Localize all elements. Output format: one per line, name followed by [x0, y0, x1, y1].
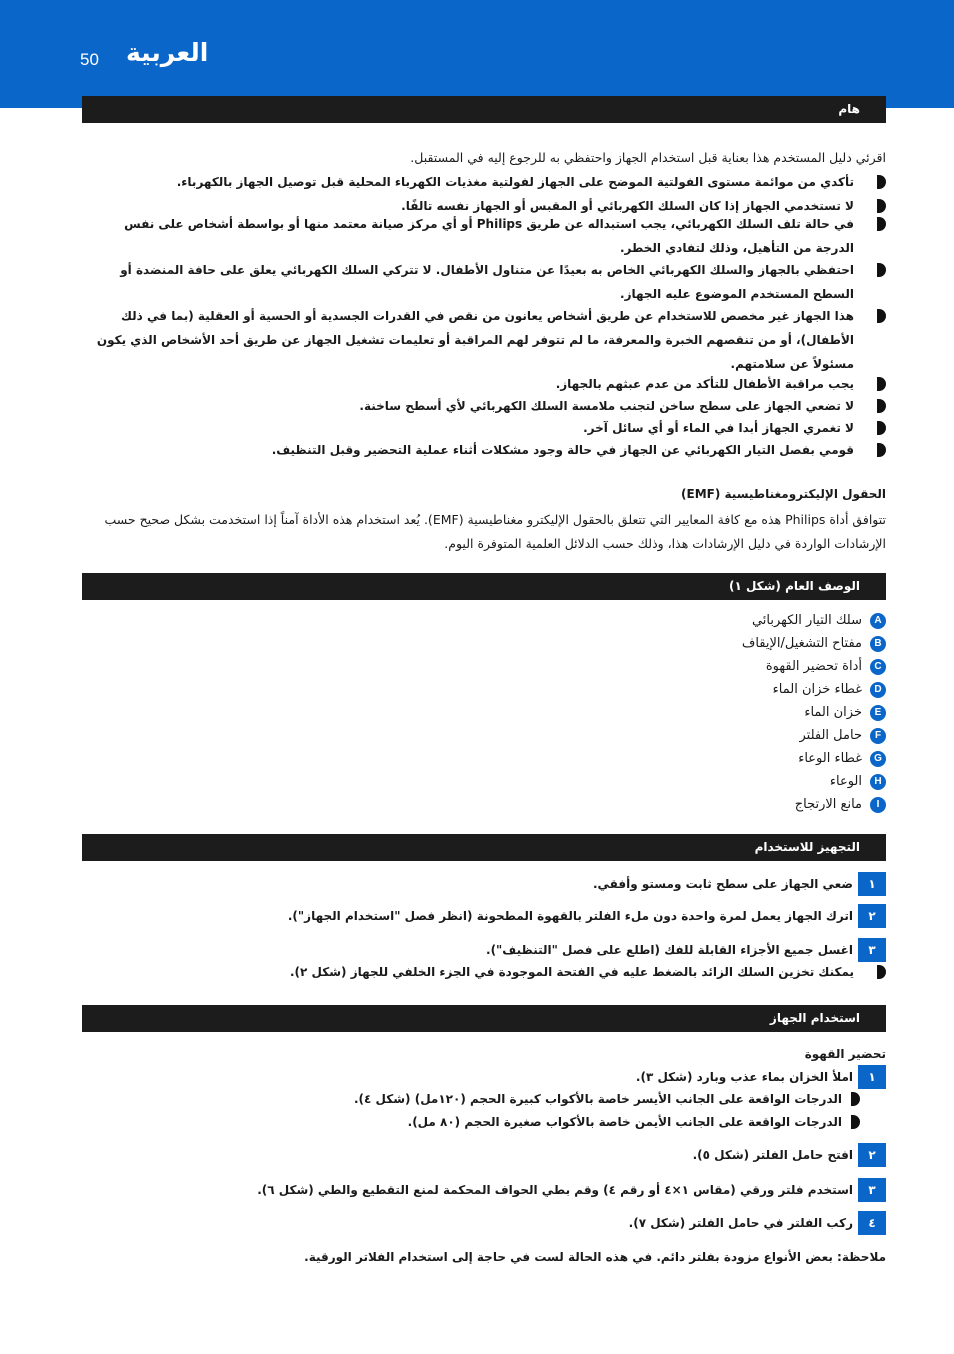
prep-step: ٣ اغسل جميع الأجزاء القابلة للفك (اطلع على فصل "التنظيف"). [82, 938, 886, 962]
important-intro: اقرئي دليل المستخدم هذا بعناية قبل استخدام الجهاز واحتفظي به للرجوع إليه في المستقبل. [410, 150, 886, 165]
prep-note: يمكنك تخزين السلك الزائد بالضغط عليه في الفتحة الموجودة في الجزء الخلفي للجهاز (شكل ٢). [82, 960, 886, 984]
page-number: 50 [80, 50, 99, 69]
section-header-important: هام [82, 96, 886, 123]
bullet-marker-icon [877, 965, 886, 979]
bullet-marker-icon [877, 309, 886, 323]
use-step: ١ املأ الخزان بماء عذب وبارد (شكل ٣). [82, 1065, 886, 1089]
bullet-item: احتفظي بالجهاز والسلك الكهربائي الخاص به بعيدًا عن متناول الأطفال. لا تتركي السلك الكهربائي يعلق على حافة المنضدة أو السطح المستخدم الموضوع عليه الجهاز. [82, 258, 886, 306]
bullet-item: قومي بفصل التيار الكهربائي عن الجهاز في حالة وجود مشكلات أثناء عملية التحضير وقبل التنظيف. [82, 438, 886, 462]
part-letter-badge: H [870, 774, 886, 790]
bullet-item: في حالة تلف السلك الكهربائي، يجب استبداله عن طريق Philips أو أي مركز صيانة معتمد منها أو بواسطة أشخاص على نفس الدرجة من التأهيل، وذلك لتفادي الخطر. [82, 212, 886, 260]
part-item: A سلك التيار الكهربائي [586, 610, 886, 632]
section-header-prep: التجهيز للاستخدام [82, 834, 886, 861]
bullet-marker-icon [851, 1092, 860, 1106]
bullet-marker-icon [877, 377, 886, 391]
bullet-marker-icon [877, 421, 886, 435]
language-title: العربية [126, 38, 209, 67]
bullet-item: يجب مراقبة الأطفال للتأكد من عدم عبثهم بالجهاز. [82, 372, 886, 396]
prep-step: ٢ اترك الجهاز يعمل لمرة واحدة دون ملء الفلتر بالقهوة المطحونة (انظر فصل "استخدام الجهاز"). [82, 904, 886, 928]
part-letter-badge: D [870, 682, 886, 698]
bullet-item: هذا الجهاز غير مخصص للاستخدام عن طريق أشخاص يعانون من نقص في القدرات الجسدية أو الحسية أو العقلية (بما في ذلك الأطفال)، أو من تنقصهم الخبرة والمعرفة، ما لم تتوفر لهم المراقبة أو تعليمات تشغيل الجهاز عن طريق أحد الأشخاص الذي يكون مسئولاً عن سلامتهم. [82, 304, 886, 376]
bullet-item: لا تغمري الجهاز أبدا في الماء أو أي سائل آخر. [82, 416, 886, 440]
bullet-marker-icon [877, 263, 886, 277]
bullet-marker-icon [877, 217, 886, 231]
bullet-item: لا تضعي الجهاز على سطح ساخن لتجنب ملامسة السلك الكهربائي لأي أسطح ساخنة. [82, 394, 886, 418]
bullet-marker-icon [877, 399, 886, 413]
part-item: D غطاء خزان الماء [586, 679, 886, 701]
prep-step: ١ ضعي الجهاز على سطح ثابت ومستو وأفقي. [82, 872, 886, 896]
part-item: F حامل الفلتر [586, 725, 886, 747]
step-number-badge: ٢ [858, 904, 886, 928]
part-letter-badge: I [870, 797, 886, 813]
part-item: C أداة تحضير القهوة [586, 656, 886, 678]
part-letter-badge: C [870, 659, 886, 675]
part-letter-badge: F [870, 728, 886, 744]
page-header-bar [0, 0, 954, 108]
section-header-use: استخدام الجهاز [82, 1005, 886, 1032]
step-number-badge: ١ [858, 872, 886, 896]
use-step: ٤ ركب الفلتر في حامل الفلتر (شكل ٧). [82, 1211, 886, 1235]
use-sub-bullet: الدرجات الواقعة على الجانب الأيسر خاصة بالأكواب كبيرة الحجم (١٢٠مل) (شكل ٤). [82, 1087, 886, 1111]
part-item: H الوعاء [586, 771, 886, 793]
use-step: ٢ افتح حامل الفلتر (شكل ٥). [82, 1143, 886, 1167]
subheading-coffee: تحضير القهوة [804, 1047, 886, 1061]
part-letter-badge: G [870, 751, 886, 767]
part-item: E خزان الماء [586, 702, 886, 724]
bullet-marker-icon [877, 175, 886, 189]
bullet-item: تأكدي من موائمة مستوى الفولتية الموضح على الجهاز لفولتية مغذيات الكهرباء المحلية قبل توصيل الجهاز بالكهرباء. [82, 170, 886, 194]
bullet-marker-icon [851, 1115, 860, 1129]
use-sub-bullet: الدرجات الواقعة على الجانب الأيمن خاصة بالأكواب صغيرة الحجم (٨٠ مل). [82, 1110, 886, 1134]
bullet-item: لا تستخدمي الجهاز إذا كان السلك الكهربائي أو المقبس أو الجهاز نفسه تالفًا. [82, 194, 886, 218]
part-letter-badge: E [870, 705, 886, 721]
step-number-badge: ٣ [858, 938, 886, 962]
part-item: B مفتاح التشغيل/الإيقاف [586, 633, 886, 655]
part-letter-badge: B [870, 636, 886, 652]
step-number-badge: ٢ [858, 1143, 886, 1167]
section-header-general: الوصف العام (شكل ١) [82, 573, 886, 600]
part-item: G غطاء الوعاء [586, 748, 886, 770]
use-note: ملاحظة: بعض الأنواع مزودة بفلتر دائم. في هذه الحالة لست في حاجة إلى استخدام الفلاتر الورقية. [304, 1250, 886, 1264]
step-number-badge: ٤ [858, 1211, 886, 1235]
emf-text: تتوافق أداة Philips هذه مع كافة المعايير التي تتعلق بالحقول الإليكترو مغناطيسية (EMF). يُعد استخدام هذه الأداة آمناً إذا استخدمت بشكل صحيح حسب الإرشادات الواردة في دليل الإرشادات هذا، وذلك حسب الدلائل العلمية المتوفرة اليوم. [104, 512, 886, 551]
step-number-badge: ١ [858, 1065, 886, 1089]
emf-heading: الحقول الإليكترومغناطيسية (EMF) [681, 487, 886, 501]
part-item: I مانع الارتجاج [586, 794, 886, 816]
use-step: ٣ استخدم فلتر ورقي (مقاس ١×٤ أو رقم ٤) وقم بطي الحواف المحكمة لمنع التقطيع والطي (شكل ٦). [82, 1178, 886, 1202]
step-number-badge: ٣ [858, 1178, 886, 1202]
bullet-marker-icon [877, 199, 886, 213]
part-letter-badge: A [870, 613, 886, 629]
bullet-marker-icon [877, 443, 886, 457]
